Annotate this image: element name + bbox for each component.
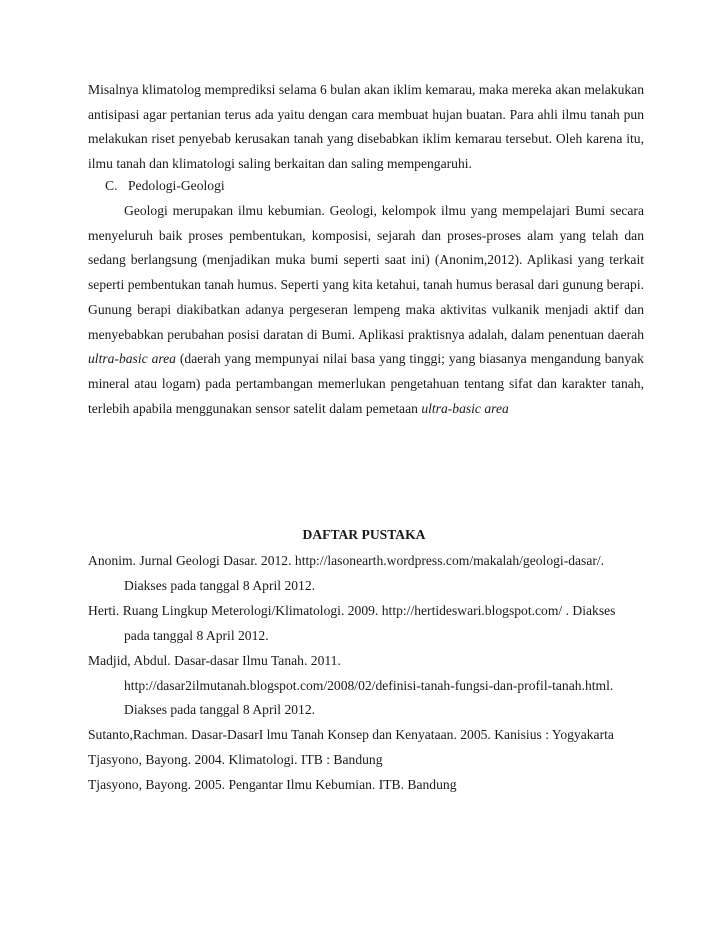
term-ultra-basic-area-2: ultra-basic area	[421, 400, 509, 416]
paragraph-climatology: Misalnya klimatolog memprediksi selama 6 bulan akan iklim kemarau, maka mereka akan melakukan antisipasi agar pertanian terus ada yaitu dengan cara membuat hujan buatan. Para ahli ilmu tanah pun melakukan riset penyebab kerusakan tanah yang disebabkan iklim kemarau tersebut. Oleh karena itu, ilmu tanah dan klimatologi saling berkaitan dan saling mempengaruhi.	[88, 82, 644, 172]
paragraph-geology	[88, 199, 644, 421]
reference-item	[88, 599, 648, 649]
bibliography-list	[88, 549, 648, 798]
reference-text: Tjasyono, Bayong. 2005. Pengantar Ilmu Kebumian. ITB. Bandung	[88, 777, 457, 793]
reference-item	[88, 773, 648, 798]
reference-item	[88, 549, 648, 599]
reference-continuation: Diakses pada tanggal 8 April 2012.	[124, 702, 316, 718]
reference-text: Anonim. Jurnal Geologi Dasar. 2012. http://lasonearth.wordpress.com/makalah/geologi-dasar/.	[88, 553, 605, 568]
reference-continuation: Diakses pada tanggal 8 April 2012.	[124, 577, 316, 593]
paragraph-geology-part2: (daerah yang mempunyai nilai basa yang tinggi; yang biasanya mengandung banyak mineral atau logam) pada pertambangan memerlukan pengetahuan tentang sifat dan karakter tanah, terlebih apabila menggunakan sensor satelit dalam pemetaan	[88, 351, 644, 416]
reference-item	[88, 649, 648, 724]
reference-text: Sutanto,Rachman. Dasar-DasarI lmu Tanah Konsep dan Kenyataan. 2005. Kanisius : Yogyakarta	[88, 727, 614, 743]
reference-text: Tjasyono, Bayong. 2004. Klimatologi. ITB : Bandung	[88, 752, 383, 768]
reference-url: http://dasar2ilmutanah.blogspot.com/2008/02/definisi-tanah-fungsi-dan-profil-tanah.html.	[124, 677, 614, 693]
section-heading-pedologi-geologi	[105, 174, 225, 199]
reference-text: Herti. Ruang Lingkup Meterologi/Klimatologi. 2009. http://hertideswari.blogspot.com/ . Diakses	[88, 602, 616, 618]
reference-text: Madjid, Abdul. Dasar-dasar Ilmu Tanah. 2011.	[88, 652, 341, 668]
section-title: Pedologi-Geologi	[128, 178, 225, 193]
section-letter: C.	[105, 178, 118, 193]
paragraph-geology-part1: Geologi merupakan ilmu kebumian. Geologi, kelompok ilmu yang mempelajari Bumi secara menyeluruh baik proses pembentukan, komposisi, sejarah dan proses-proses alam yang telah dan sedang berlangsung (menjadikan muka bumi seperti saat ini) (Anonim,2012). Aplikasi yang terkait seperti pembentukan tanah humus. Seperti yang kita ketahui, tanah humus berasal dari gunung berapi. Gunung berapi diakibatkan adanya pergeseran lempeng maka aktivitas vulkanik menjadi aktif dan menyebabkan perubahan posisi daratan di Bumi. Aplikasi praktisnya adalah, dalam penentuan daerah	[88, 203, 644, 342]
reference-continuation: pada tanggal 8 April 2012.	[124, 627, 269, 643]
reference-item	[88, 748, 648, 773]
bibliography-title: DAFTAR PUSTAKA	[302, 527, 426, 542]
term-ultra-basic-area: ultra-basic area	[88, 351, 176, 367]
reference-item	[88, 723, 648, 748]
